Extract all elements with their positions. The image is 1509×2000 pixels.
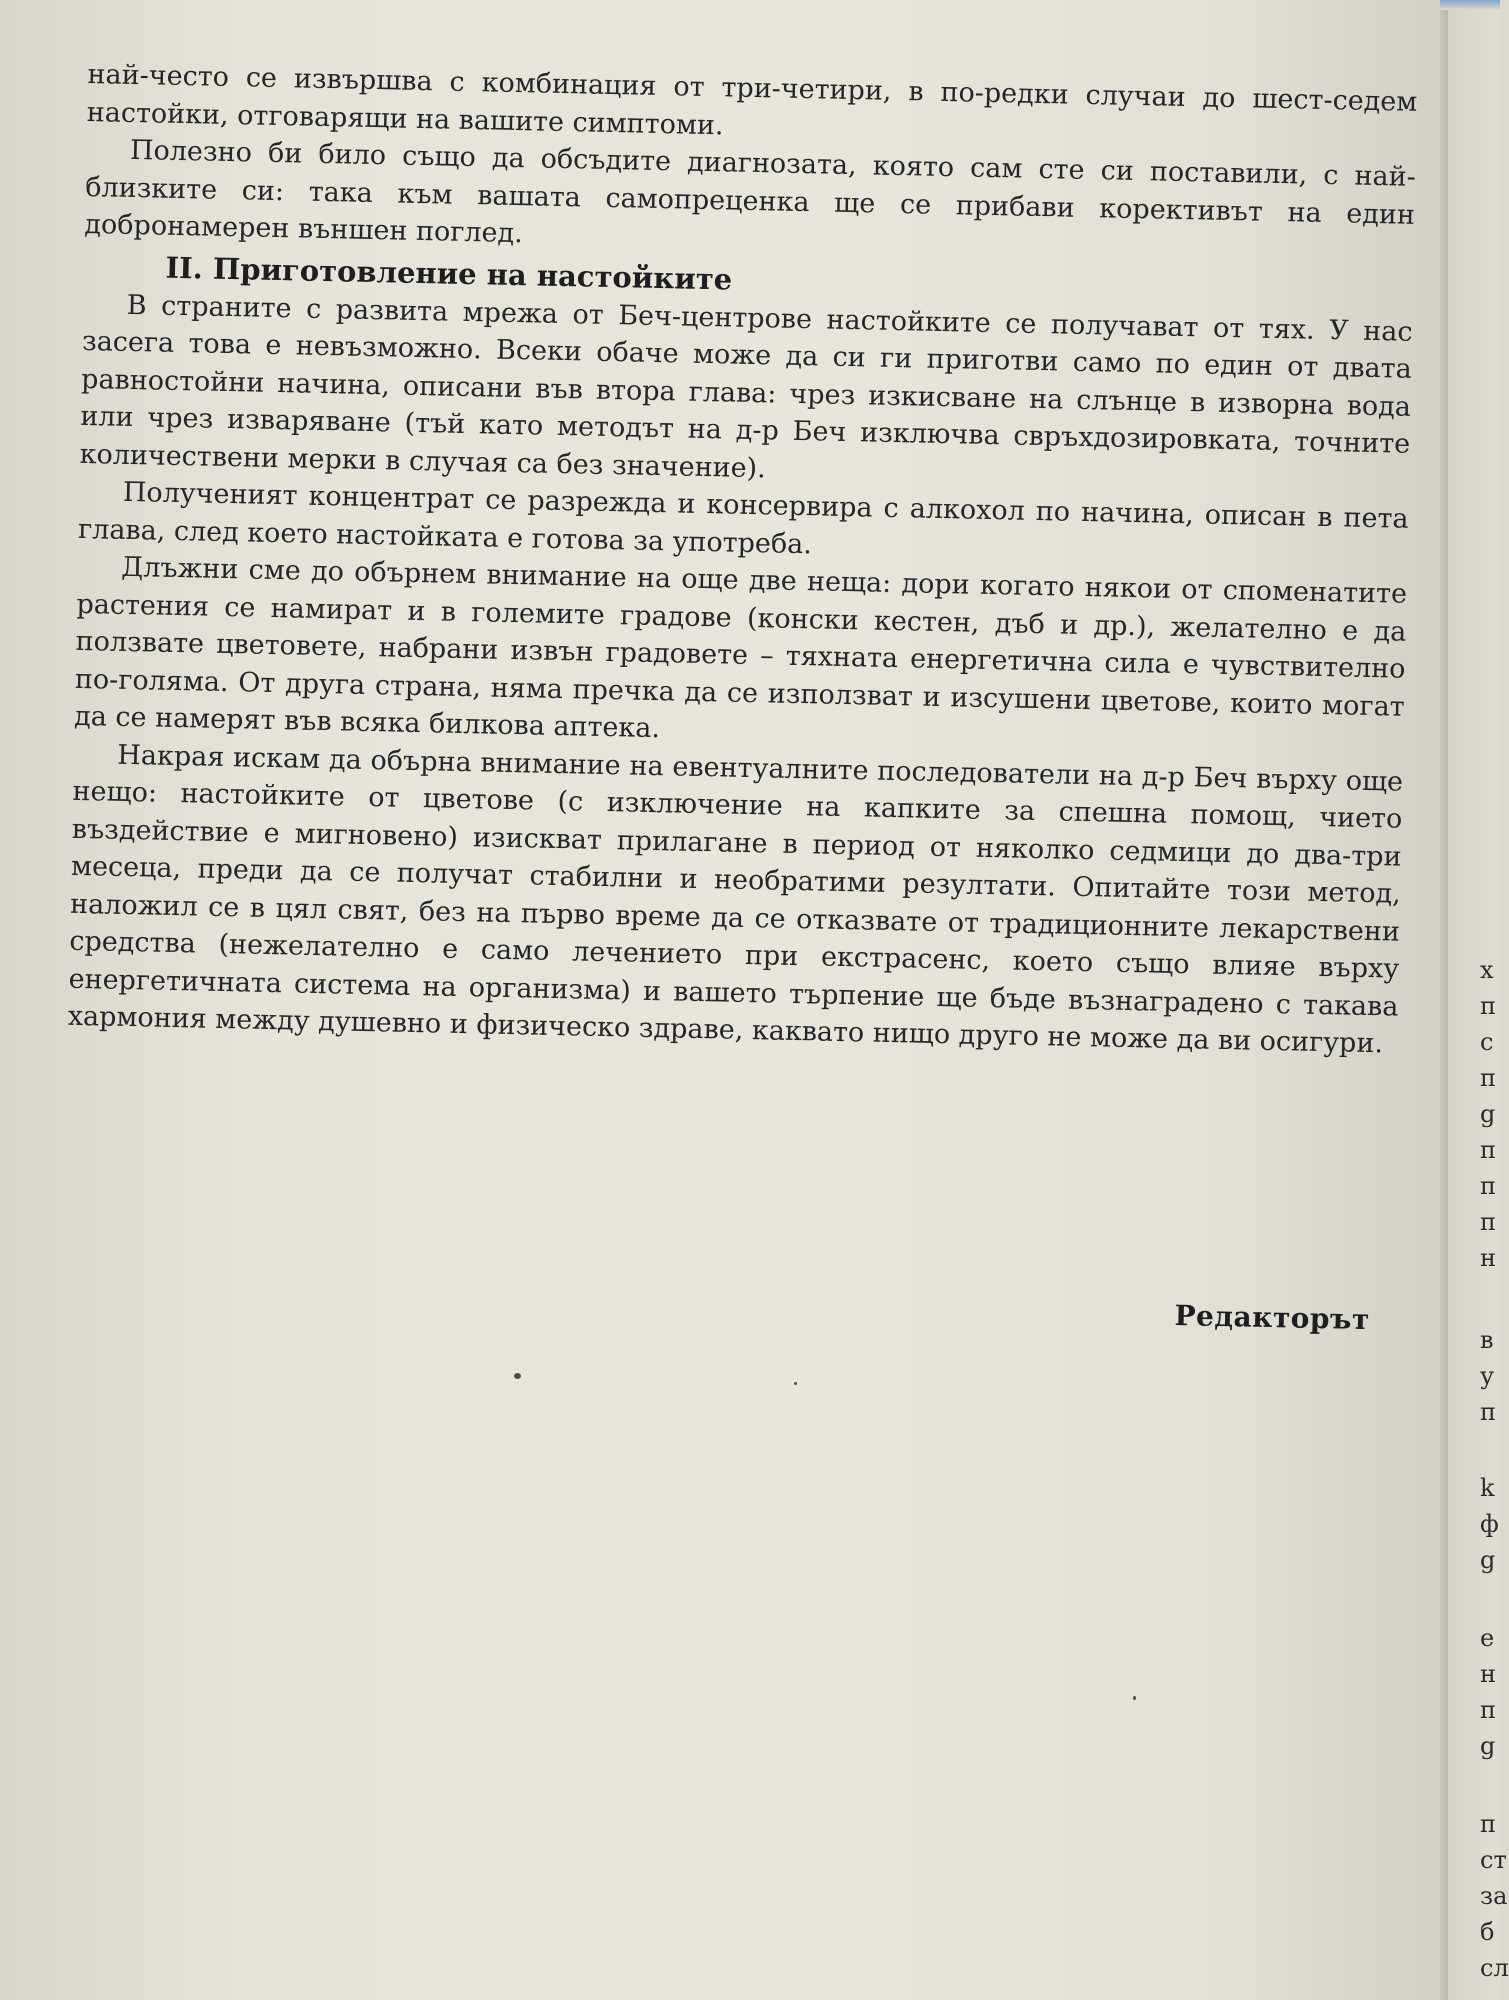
next-page-letter: б <box>1480 1918 1495 1946</box>
paragraph-continuation: най-често се извършва с комбинация от три-четири, в по-редки случаи до шест-седем настойки, отговарящи на вашите симптоми. <box>86 58 1418 141</box>
next-page-letter: п <box>1480 992 1496 1020</box>
editor-signature: Редакторът <box>1174 1299 1371 1337</box>
background-corner <box>1440 0 1500 10</box>
paragraph-finally: Накрая искам да обърна внимание на евентуалните последователи на д-р Беч върху още нещо: настойките от цветове (с изключение на капките за спешна помощ, чието въздействие е мигновено) изискват прилагане в период от няколко седмици до два-три месеца, преди да се получат стабилни и необратими резултати. Опитайте този метод, наложил се в цял свят, без на първо време да се отказвате от традиционните лекарствени средства (нежелателно е само лечението при екстрасенс, което също влияе върху енергетичната система на организма) и вашето търпение ще бъде възнаградено с такава хармония между душевно и физическо здраве, каквато нищо друго не може да ви осигури. <box>67 739 1404 1060</box>
next-page-letter: п <box>1480 1810 1496 1838</box>
next-page-letter: п <box>1480 1696 1496 1724</box>
next-page-letter: k <box>1480 1474 1495 1502</box>
page-text-block <box>67 56 1418 1337</box>
next-page-letter: ст <box>1480 1846 1507 1874</box>
paragraph-centers: В страните с развита мрежа от Беч-центрове настойките се получават от тях. У нас засега това е невъзможно. Всеки обаче може да си ги приготви само по един от двата равностойни начина, описани във втора глава: чрез изкисване на слънце в изворна вода или чрез изваряване (тъй като методът на д-р Беч изключва свръхдозировката, точните количествени мерки в случая са без значение). <box>79 289 1413 484</box>
next-page-letter: g <box>1480 1546 1496 1574</box>
next-page-letter: е <box>1480 1624 1495 1652</box>
next-page-letter: п <box>1480 1136 1496 1164</box>
next-page-letter: g <box>1480 1100 1496 1128</box>
next-page-letter: х <box>1480 956 1494 984</box>
section-heading: II. Приготовление на настойките <box>165 250 733 297</box>
next-page-letter: сл <box>1480 1954 1509 1982</box>
paper-speck <box>514 1373 521 1379</box>
paragraph-attention: Длъжни сме до обърнем внимание на още две неща: дори когато някои от споменатите растения се намират и в големите градове (конски кестен, дъб и др.), желателно е да ползвате цветовете, набрани извън градовете – тяхната енергетична сила е чувствително по-голяма. От друга страна, няма пречка да се използват и изсушени цветове, които могат да се намерят във всяка билкова аптека. <box>73 551 1408 745</box>
paragraph-concentrate: Полученият концентрат се разрежда и консервира с алкохол по начина, описан в пета глава, след което настойката е готова за употреба. <box>77 476 1409 560</box>
paper-speck <box>794 1382 797 1385</box>
next-page-letter: за <box>1480 1882 1508 1910</box>
next-page-letter: g <box>1480 1732 1496 1760</box>
next-page-letter: п <box>1480 1208 1496 1236</box>
next-page-letter: п <box>1480 1172 1496 1200</box>
next-page-letter: п <box>1480 1064 1496 1092</box>
next-page-letter: н <box>1480 1660 1496 1688</box>
next-page-letter: в <box>1480 1326 1494 1354</box>
paper-speck <box>1133 1696 1136 1700</box>
next-page-letter: ф <box>1480 1510 1499 1538</box>
next-page-letter: с <box>1480 1028 1494 1056</box>
paragraph-diagnosis: Полезно би било също да обсъдите диагнозата, която сам сте си поставили, с най-близките си: така към вашата самопреценка ще се прибави корективът на един добронамерен външен поглед. <box>84 134 1417 250</box>
page-edge <box>1440 0 1448 2000</box>
next-page-letter: н <box>1480 1244 1496 1272</box>
next-page-letter: п <box>1480 1398 1496 1426</box>
next-page-letter: у <box>1480 1362 1495 1390</box>
